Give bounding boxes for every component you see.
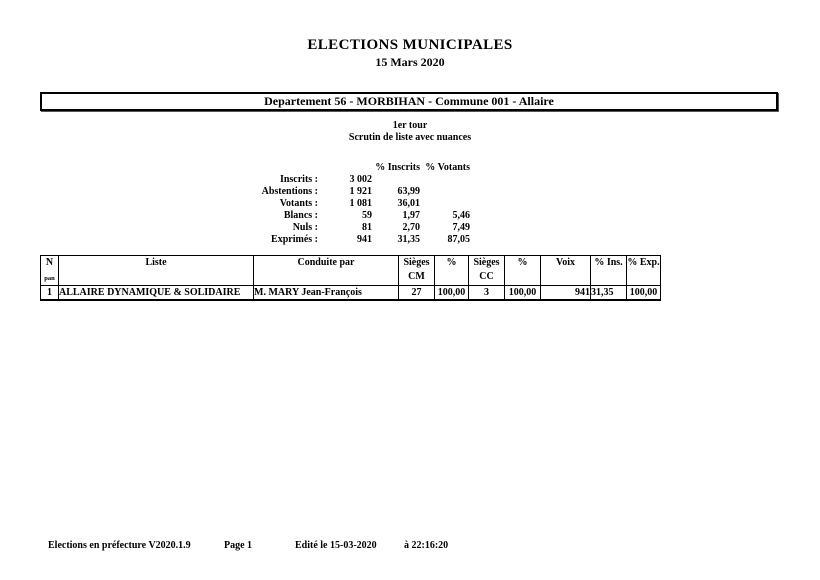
result-liste: ALLAIRE DYNAMIQUE & SOLIDAIRE bbox=[59, 286, 254, 301]
stats-label: Blancs : bbox=[283, 210, 318, 221]
result-row bbox=[41, 286, 661, 301]
stats-pct-votants bbox=[420, 174, 470, 186]
stats-row-nuls bbox=[208, 222, 470, 234]
document-date: 15 Mars 2020 bbox=[375, 55, 445, 69]
ballot-type-label: Scrutin de liste avec nuances bbox=[348, 132, 472, 143]
stats-value: 941 bbox=[357, 234, 372, 245]
stats-pct-inscrits: 2,70 bbox=[402, 222, 420, 233]
result-pct-exp: 100,00 bbox=[627, 286, 661, 301]
col-header-pct-cc: % bbox=[505, 256, 541, 286]
page-footer bbox=[0, 540, 820, 554]
department-header-box bbox=[40, 92, 778, 111]
col-header-conduite-par: Conduite par bbox=[254, 256, 399, 286]
stats-label: Nuls : bbox=[292, 222, 318, 233]
result-pct-cc: 100,00 bbox=[505, 286, 541, 301]
stats-value: 3 002 bbox=[349, 174, 372, 185]
stats-pct-votants: 5,46 bbox=[452, 210, 470, 221]
stats-pct-votants bbox=[420, 198, 470, 210]
stats-col-header-pct-inscrits: % Inscrits bbox=[375, 162, 420, 173]
col-header-voix: Voix bbox=[541, 256, 591, 286]
stats-row-inscrits bbox=[208, 174, 470, 186]
col-header-sieges-cc bbox=[469, 256, 505, 286]
stats-label: Exprimés : bbox=[271, 234, 318, 245]
col-header-sieges-cc-line1: Sièges bbox=[473, 257, 500, 268]
col-header-pct-ins: % Ins. bbox=[591, 256, 627, 286]
results-header-row bbox=[41, 256, 661, 286]
stats-header-row bbox=[208, 162, 470, 174]
stats-pct-inscrits: 31,35 bbox=[397, 234, 420, 245]
col-header-sieges-cm-line1: Sièges bbox=[403, 257, 430, 268]
stats-pct-votants bbox=[420, 186, 470, 198]
stats-col-header-pct-votants: % Votants bbox=[425, 162, 470, 173]
results-table bbox=[40, 255, 661, 301]
footer-page-number: Page 1 bbox=[224, 540, 253, 551]
result-conduite-par: M. MARY Jean-François bbox=[254, 286, 399, 301]
stats-empty-cell bbox=[318, 162, 372, 174]
col-header-sieges-cc-line2: CC bbox=[479, 271, 494, 282]
col-header-sieges-cm-line2: CM bbox=[408, 271, 425, 282]
stats-value: 81 bbox=[362, 222, 372, 233]
footer-edited-time: à 22:16:20 bbox=[404, 540, 449, 551]
stats-pct-inscrits: 36,01 bbox=[397, 198, 420, 209]
footer-edited-date: Edité le 15-03-2020 bbox=[295, 540, 377, 551]
stats-empty-cell bbox=[208, 162, 318, 174]
stats-pct-votants: 87,05 bbox=[447, 234, 470, 245]
col-header-liste: Liste bbox=[59, 256, 254, 286]
result-pct-ins: 31,35 bbox=[591, 286, 627, 301]
stats-value: 1 921 bbox=[349, 186, 372, 197]
document-title: ELECTIONS MUNICIPALES bbox=[307, 37, 513, 53]
col-header-n-line1: N bbox=[45, 257, 54, 268]
stats-label: Abstentions : bbox=[261, 186, 318, 197]
stats-pct-inscrits bbox=[372, 174, 420, 186]
department-header-text: Departement 56 - MORBIHAN - Commune 001 - Allaire bbox=[264, 94, 554, 108]
result-pct-cm: 100,00 bbox=[435, 286, 469, 301]
stats-pct-inscrits: 1,97 bbox=[402, 210, 420, 221]
stats-pct-votants: 7,49 bbox=[452, 222, 470, 233]
col-header-n-pan bbox=[41, 256, 59, 286]
stats-row-exprimes bbox=[208, 234, 470, 246]
result-n-pan: 1 bbox=[41, 286, 59, 301]
footer-app-version: Elections en préfecture V2020.1.9 bbox=[48, 540, 191, 551]
col-header-pct-cm: % bbox=[435, 256, 469, 286]
result-sieges-cm: 27 bbox=[399, 286, 435, 301]
result-voix: 941 bbox=[541, 286, 591, 301]
stats-pct-inscrits: 63,99 bbox=[397, 186, 420, 197]
stats-row-blancs bbox=[208, 210, 470, 222]
result-sieges-cc: 3 bbox=[469, 286, 505, 301]
stats-label: Inscrits : bbox=[279, 174, 318, 185]
stats-value: 1 081 bbox=[349, 198, 372, 209]
round-label: 1er tour bbox=[392, 120, 428, 131]
col-header-pct-exp: % Exp. bbox=[627, 256, 661, 286]
stats-row-votants bbox=[208, 198, 470, 210]
col-header-n-line2: pan bbox=[44, 275, 55, 282]
col-header-sieges-cm bbox=[399, 256, 435, 286]
stats-value: 59 bbox=[362, 210, 372, 221]
participation-stats-table bbox=[208, 162, 470, 246]
stats-label: Votants : bbox=[279, 198, 318, 209]
stats-row-abstentions bbox=[208, 186, 470, 198]
